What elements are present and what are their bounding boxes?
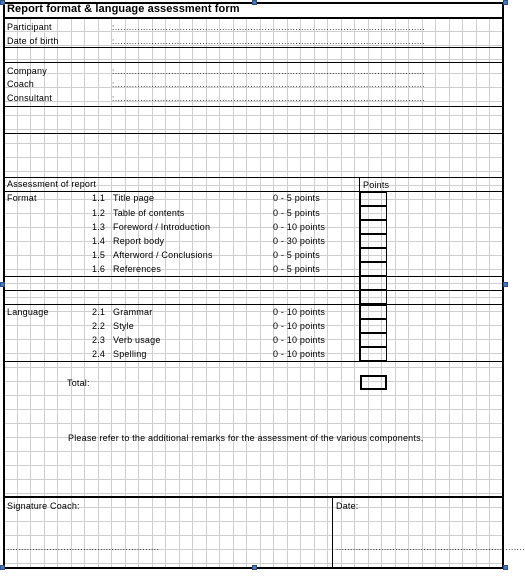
rule-before-company <box>3 62 504 63</box>
item-number: 1.1 <box>92 193 106 203</box>
points-input[interactable] <box>360 206 387 220</box>
item-number: 1.2 <box>92 208 106 218</box>
coach-field[interactable]: :.............................................................................................................. <box>112 80 426 89</box>
signature-coach-label: Signature Coach: <box>7 501 80 511</box>
rule-assessment-header <box>3 191 504 192</box>
points-header: Points <box>363 180 390 190</box>
item-label: Grammar <box>113 307 153 317</box>
remarks-note: Please refer to the additional remarks for the assessment of the various components. <box>68 433 424 443</box>
rule-signature-top <box>3 496 504 498</box>
total-label: Total: <box>67 378 90 388</box>
item-number: 1.3 <box>92 222 106 232</box>
assessment-header: Assessment of report <box>7 179 97 189</box>
item-number: 2.3 <box>92 335 106 345</box>
item-range: 0 - 10 points <box>273 307 326 317</box>
item-label: References <box>113 264 162 274</box>
item-range: 0 - 10 points <box>273 321 326 331</box>
item-range: 0 - 10 points <box>273 335 326 345</box>
item-number: 1.4 <box>92 236 106 246</box>
consultant-label: Consultant <box>7 93 53 103</box>
resize-handle-top[interactable] <box>252 0 257 5</box>
points-input[interactable] <box>360 262 387 276</box>
rule-assessment-top <box>3 177 504 178</box>
section-language-label: Language <box>7 307 49 317</box>
points-spacer-cell <box>360 290 387 304</box>
points-input[interactable] <box>360 347 387 361</box>
item-number: 1.6 <box>92 264 106 274</box>
company-label: Company <box>7 66 47 76</box>
item-label: Verb usage <box>113 335 161 345</box>
points-input[interactable] <box>360 192 387 206</box>
rule-after-dob <box>3 47 504 48</box>
participant-label: Participant <box>7 22 52 32</box>
section-format-label: Format <box>7 193 37 203</box>
item-number: 1.5 <box>92 250 106 260</box>
item-range: 0 - 5 points <box>273 250 320 260</box>
date-of-birth-field[interactable]: :.............................................................................................................. <box>112 37 426 46</box>
points-input[interactable] <box>360 248 387 262</box>
resize-handle-right[interactable] <box>503 282 508 287</box>
item-number: 2.4 <box>92 349 106 359</box>
item-label: Title page <box>113 193 155 203</box>
item-label: Table of contents <box>113 208 185 218</box>
rule-section-gap <box>3 133 504 134</box>
form-title: Report format & language assessment form <box>7 3 240 15</box>
item-label: Spelling <box>113 349 147 359</box>
item-number: 2.1 <box>92 307 106 317</box>
participant-field[interactable]: :.............................................................................................................. <box>112 23 426 32</box>
resize-handle-left[interactable] <box>0 282 5 287</box>
points-input[interactable] <box>360 319 387 333</box>
rule-under-title <box>3 17 504 19</box>
rule-after-consultant <box>3 106 504 107</box>
item-label: Style <box>113 321 135 331</box>
resize-handle-top-right[interactable] <box>503 0 508 5</box>
rule-before-language <box>3 290 504 291</box>
date-field[interactable]: ................................................................... <box>336 543 525 552</box>
company-field[interactable]: :.............................................................................................................. <box>112 67 426 76</box>
item-range: 0 - 10 points <box>273 222 326 232</box>
item-label: Report body <box>113 236 165 246</box>
points-spacer-cell <box>360 276 387 290</box>
item-range: 0 - 10 points <box>273 349 326 359</box>
resize-handle-bottom-right[interactable] <box>503 565 508 570</box>
consultant-field[interactable]: :.............................................................................................................. <box>112 94 426 103</box>
points-input[interactable] <box>360 333 387 347</box>
date-label: Date: <box>336 501 359 511</box>
item-range: 0 - 5 points <box>273 208 320 218</box>
resize-handle-bottom-left[interactable] <box>0 565 5 570</box>
points-input[interactable] <box>360 220 387 234</box>
item-range: 0 - 5 points <box>273 193 320 203</box>
date-of-birth-label: Date of birth <box>7 36 59 46</box>
total-points-input[interactable] <box>360 375 387 390</box>
resize-handle-top-left[interactable] <box>0 0 5 5</box>
points-input[interactable] <box>360 305 387 319</box>
item-label: Afterword / Conclusions <box>113 250 213 260</box>
item-range: 0 - 5 points <box>273 264 320 274</box>
points-input[interactable] <box>360 234 387 248</box>
coach-label: Coach <box>7 79 35 89</box>
item-range: 0 - 30 points <box>273 236 326 246</box>
signature-divider <box>332 497 333 567</box>
item-label: Foreword / Introduction <box>113 222 211 232</box>
item-number: 2.2 <box>92 321 106 331</box>
rule-language-top <box>3 304 504 305</box>
rule-after-language <box>3 361 504 362</box>
resize-handle-bottom[interactable] <box>252 565 257 570</box>
rule-after-format <box>3 276 504 277</box>
signature-field[interactable]: ...................................................... <box>7 543 160 552</box>
